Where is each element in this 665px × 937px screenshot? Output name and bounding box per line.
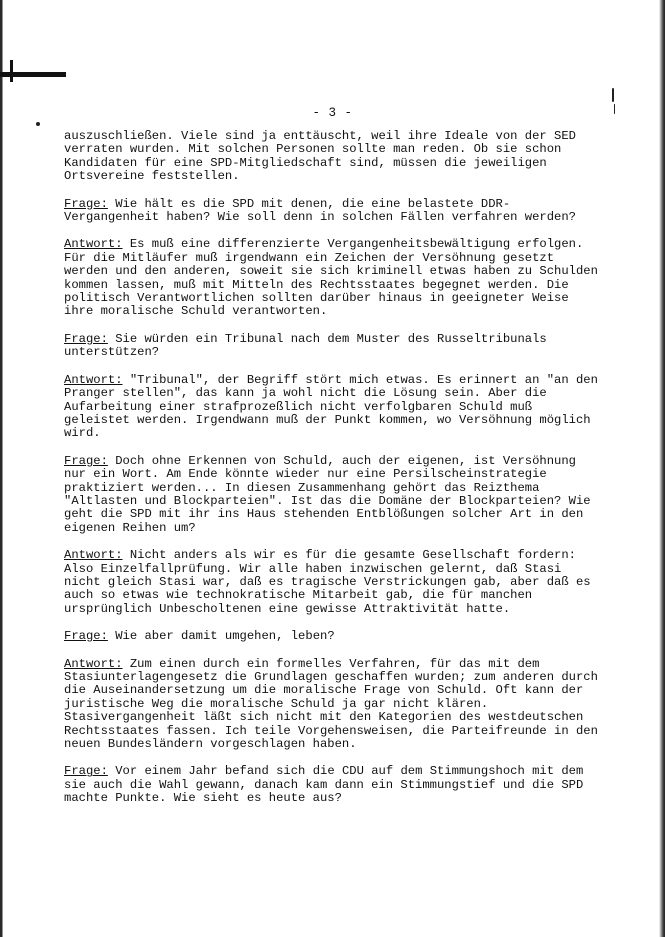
scan-edge-left bbox=[0, 0, 14, 937]
paragraph-answer bbox=[64, 658, 604, 752]
speaker-label: Frage: bbox=[64, 196, 108, 211]
paragraph-answer bbox=[64, 374, 604, 441]
paragraph-text: Zum einen durch ein formelles Verfahren, für das mit dem Stasiunterlagengesetz die Grundlagen geschaffen wurden; zum anderen durch die Auseinandersetzung um die moralische Frage von Schuld. Oft kann der juristische Weg die moralische Schuld ja gar nicht klären. Stasivergangenheit läßt sich nicht mit den Kategorien des westdeutschen Rechtsstaates fassen. Ich teile Vorgehensweisen, die Parteifreunde in den neuen Bundesländern vorgeschlagen haben. bbox=[64, 656, 598, 752]
paragraph-question bbox=[64, 333, 604, 360]
page-number: - 3 - bbox=[312, 106, 353, 120]
paragraph-text: Wie aber damit umgehen, leben? bbox=[115, 629, 335, 644]
paragraph-text: Es muß eine differenzierte Vergangenheitsbewältigung erfolgen. Für die Mitläufer muß irgendwann ein Zeichen der Versöhnung gesetzt werden und den anderen, soweit sie sich kriminell etwas haben zu Schulden kommen lassen, muß mit Mitteln des Rechtsstaates begegnet werden. Die politisch Verantwortlichen sollten darüber hinaus in geeigneter Weise ihre moralische Schuld verantworten. bbox=[64, 237, 598, 319]
paragraph-text: "Tribunal", der Begriff stört mich etwas. Es erinnert an "an den Pranger stellen", das kann ja wohl nicht die Lösung sein. Aber die Aufarbeitung einer strafprozeßlich nicht verfolgbaren Schuld muß geleistet werden. Irgendwann muß der Punkt kommen, wo Versöhnung möglich wird. bbox=[64, 372, 598, 441]
paragraph-text: Vor einem Jahr befand sich die CDU auf dem Stimmungshoch mit dem sie auch die Wahl gewann, danach kam dann ein Stimmungstief und die SPD machte Punkte. Wie sieht es heute aus? bbox=[64, 764, 584, 806]
paragraph-question bbox=[64, 455, 604, 535]
paragraph-text: Doch ohne Erkennen von Schuld, auch der eigenen, ist Versöhnung nur ein Wort. Am Ende könnte wieder nur eine Persilscheinstrategie praktiziert werden... In diesen Zusammenhang gehört das Reizthema "Altlasten und Blockparteien". Ist das die Domäne der Blockparteien? Wie geht die SPD mit ihr ins Haus stehenden Entblößungen solcher Art in den eigenen Reihen um? bbox=[64, 453, 591, 535]
speaker-label: Frage: bbox=[64, 453, 108, 468]
scan-binding-mark-2 bbox=[10, 60, 13, 82]
interview-text bbox=[64, 130, 604, 820]
paragraph-text: Sie würden ein Tribunal nach dem Muster des Russeltribunals unterstützen? bbox=[64, 331, 547, 360]
paragraph-text: Wie hält es die SPD mit denen, die eine belastete DDR-Vergangenheit haben? Wie soll denn in solchen Fällen verfahren werden? bbox=[64, 196, 576, 225]
paragraph-answer bbox=[64, 549, 604, 616]
speaker-label: Antwort: bbox=[64, 548, 123, 563]
speaker-label: Frage: bbox=[64, 331, 108, 346]
scan-edge-right bbox=[659, 0, 665, 937]
paragraph-question bbox=[64, 630, 604, 643]
scan-speck bbox=[36, 122, 40, 126]
paragraph-text: auszuschließen. Viele sind ja enttäuscht, weil ihre Ideale von der SED verraten wurden. Mit solchen Personen sollte man reden. Ob sie schon Kandidaten für eine SPD-Mitgliedschaft sind, müssen die jeweiligen Ortsvereine feststellen. bbox=[64, 129, 576, 184]
speaker-label: Antwort: bbox=[64, 372, 123, 387]
speaker-label: Antwort: bbox=[64, 656, 123, 671]
paragraph-question bbox=[64, 765, 604, 805]
speaker-label: Antwort: bbox=[64, 237, 123, 252]
scan-speck bbox=[612, 88, 614, 102]
paragraph-answer bbox=[64, 238, 604, 318]
speaker-label: Frage: bbox=[64, 629, 108, 644]
speaker-label: Frage: bbox=[64, 764, 108, 779]
paragraph-continuation bbox=[64, 130, 604, 184]
paragraph-text: Nicht anders als wir es für die gesamte Gesellschaft fordern: Also Einzelfallprüfung. Wir alle haben inzwischen gelernt, daß Stasi nicht gleich Stasi war, daß es tragische Verstrickungen gab, aber daß es auch so etwas wie technokratische Mitarbeit gab, die für manchen ursprünglich Unbescholtenen eine gewisse Attraktivität hatte. bbox=[64, 548, 591, 616]
paragraph-question bbox=[64, 198, 604, 225]
